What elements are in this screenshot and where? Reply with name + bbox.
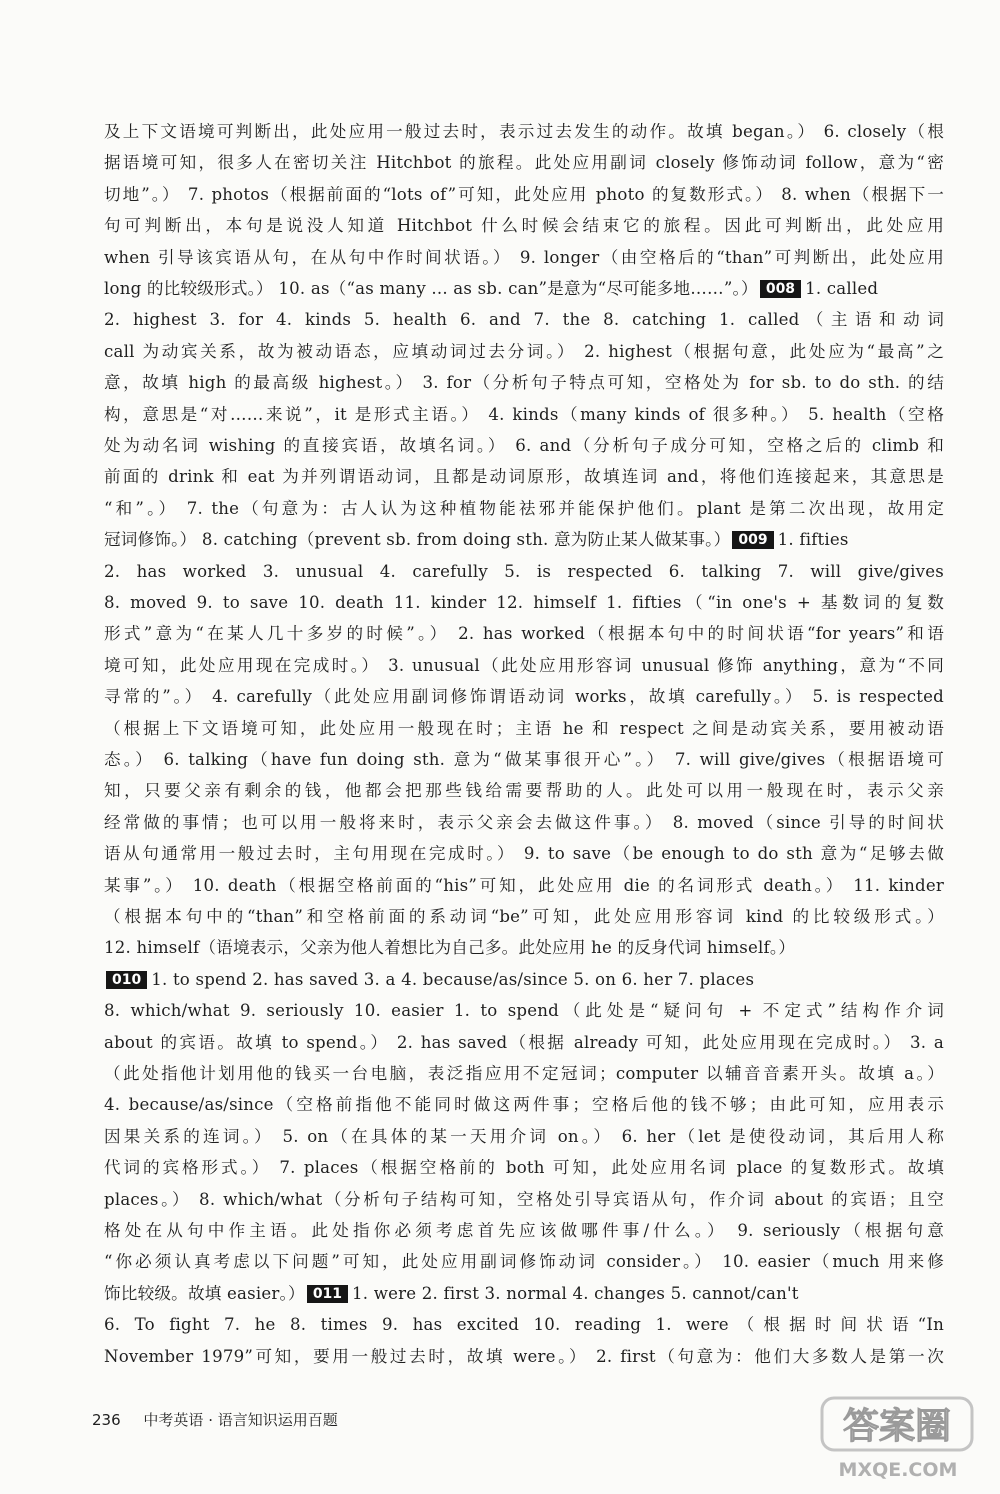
text-line — [104, 367, 944, 398]
line-text: 代词的宾格形式。） 7. places（根据空格前的 both 可知，此处应用名词 place 的复数形式。故填 — [104, 1158, 944, 1178]
text-line — [104, 1246, 944, 1277]
section-number-badge: 011 — [307, 1285, 348, 1303]
page-footer — [92, 1408, 338, 1432]
text-line — [104, 870, 944, 901]
page-number: 236 — [92, 1411, 121, 1429]
text-line — [104, 116, 944, 147]
line-text: 语从句通常用一般过去时，主句用现在完成时。） 9. to save（be enough to do sth 意为“足够去做 — [104, 844, 944, 864]
text-line — [104, 1152, 944, 1183]
text-line — [104, 147, 944, 178]
line-text: 经常做的事情；也可以用一般将来时，表示父亲会去做这件事。） 8. moved（since 引导的时间状 — [104, 812, 944, 832]
text-line — [104, 713, 944, 744]
text-line — [104, 1215, 944, 1246]
line-text: 6. To fight 7. he 8. times 9. has excited 10. reading 1. were（根据时间状语“In — [104, 1315, 944, 1335]
line-text: 知，只要父亲有剩余的钱，他都会把那些钱给需要帮助的人。此处可以用一般现在时，表示父亲 — [104, 781, 944, 801]
book-title: 中考英语 · 语言知识运用百题 — [143, 1411, 338, 1429]
text-line — [104, 650, 944, 681]
text-line — [104, 1309, 944, 1340]
text-line — [104, 901, 944, 932]
line-text: 形式”意为“在某人几十多岁的时候”。） 2. has worked（根据本句中的时间状语“for years”和语 — [104, 624, 944, 644]
line-text: 处为动名词 wishing 的直接宾语，故填名词。） 6. and（分析句子成分可知，空格之后的 climb 和 — [104, 436, 944, 455]
line-text: call 为动宾关系，故为被动语态，应填动词过去分词。） 2. highest（根据句意，此处应为“最高”之 — [104, 341, 944, 361]
text-line — [104, 838, 944, 869]
line-text: 据语境可知，很多人在密切关注 Hitchbot 的旅程。此处应用副词 closely 修饰动词 follow，意为“密 — [104, 153, 944, 173]
text-line — [104, 461, 944, 492]
text-line — [104, 964, 944, 995]
line-text: 饰比较级。故填 easier。） — [104, 1283, 305, 1303]
text-line — [104, 210, 944, 241]
line-text: “你必须认真考虑以下问题”可知，此处应用副词修饰动词 consider。） 10. easier（much 用来修 — [104, 1252, 944, 1272]
text-line — [104, 242, 944, 273]
line-text: 2. has worked 3. unusual 4. carefully 5. is respected 6. talking 7. will give/gives — [104, 561, 944, 581]
text-line — [104, 556, 944, 587]
line-text: 8. which/what 9. seriously 10. easier 1. to spend（此处是“疑问句 + 不定式”结构作介词 — [104, 1001, 944, 1021]
text-line — [104, 1341, 944, 1372]
text-line — [104, 1278, 944, 1309]
line-text: （此处指他计划用他的钱买一台电脑，表泛指应用不定冠词；computer 以辅音音素开头。故填 a。） — [104, 1064, 944, 1083]
text-line — [104, 1089, 944, 1120]
line-text: 构，意思是“对……来说”，it 是形式主语。） 4. kinds（many kinds of 很多种。） 5. health（空格 — [104, 404, 944, 424]
text-line — [104, 995, 944, 1026]
section-number-badge: 010 — [106, 971, 147, 989]
line-text: 境可知，此处应用现在完成时。） 3. unusual（此处应用形容词 unusual 修饰 anything，意为“不同 — [104, 655, 944, 675]
watermark-top-text: 答案圈 — [842, 1406, 952, 1447]
line-text: 因果关系的连词。） 5. on（在具体的某一天用介词 on。） 6. her（let 是使役动词，其后用人称 — [104, 1126, 944, 1146]
text-line — [104, 336, 944, 367]
text-line — [104, 932, 944, 963]
text-line — [104, 775, 944, 806]
line-text: November 1979”可知，要用一般过去时，故填 were。） 2. first（句意为：他们大多数人是第一次 — [104, 1346, 944, 1366]
line-text: 4. because/as/since（空格前指他不能同时做这两件事；空格后他的钱不够；由此可知，应用表示 — [104, 1095, 944, 1115]
text-line — [104, 304, 944, 335]
line-text: about 的宾语。故填 to spend。） 2. has saved（根据 already 可知，此处应用现在完成时。） 3. a — [104, 1032, 944, 1052]
line-text: 1. called — [805, 279, 879, 298]
line-text: “和”。） 7. the（句意为：古人认为这种植物能祛邪并能保护他们。plant 是第二次出现，故用定 — [104, 498, 944, 518]
line-text: 1. were 2. first 3. normal 4. changes 5. cannot/can't — [352, 1283, 799, 1303]
line-text: 态。） 6. talking（have fun doing sth. 意为“做某事很开心”。） 7. will give/gives（根据语境可 — [104, 750, 944, 769]
line-text: （根据上下文语境可知，此处应用一般现在时；主语 he 和 respect 之间是动宾关系，要用被动语 — [104, 718, 944, 738]
text-line — [104, 744, 944, 775]
watermark-logo — [818, 1392, 978, 1484]
line-text: 1. to spend 2. has saved 3. a 4. because/as/since 5. on 6. her 7. places — [151, 969, 755, 989]
line-text: 冠词修饰。） 8. catching（prevent sb. from doing sth. 意为防止某人做某事。） — [104, 530, 731, 550]
line-text: long 的比较级形式。） 10. as（“as many ... as sb. can”是意为“尽可能多地……”。） — [104, 279, 758, 298]
text-line — [104, 807, 944, 838]
text-line — [104, 1184, 944, 1215]
text-line — [104, 430, 944, 461]
text-line — [104, 587, 944, 618]
text-line — [104, 1121, 944, 1152]
line-text: places。） 8. which/what（分析句子结构可知，空格处引导宾语从句，作介词 about 的宾语；且空 — [104, 1189, 944, 1209]
line-text: 意，故填 high 的最高级 highest。） 3. for（分析句子特点可知，空格处为 for sb. to do sth. 的结 — [104, 373, 944, 393]
section-number-badge: 008 — [760, 280, 801, 298]
line-text: 句可判断出，本句是说没人知道 Hitchbot 什么时候会结束它的旅程。因此可判断出，此处应用 — [104, 216, 944, 236]
text-line — [104, 618, 944, 649]
text-line — [104, 399, 944, 430]
text-line — [104, 273, 944, 304]
line-text: 2. highest 3. for 4. kinds 5. health 6. and 7. the 8. catching 1. called（主语和动词 — [104, 310, 944, 330]
line-text: when 引导该宾语从句，在从句中作时间状语。） 9. longer（由空格后的“than”可判断出，此处应用 — [104, 247, 944, 267]
line-text: 8. moved 9. to save 10. death 11. kinder 12. himself 1. fifties（“in one's + 基数词的复数 — [104, 593, 944, 612]
text-line — [104, 493, 944, 524]
text-line — [104, 1058, 944, 1089]
line-text: （根据本句中的“than”和空格前面的系动词“be”可知，此处应用形容词 kind 的比较级形式。） — [104, 907, 944, 926]
line-text: 1. fifties — [777, 530, 849, 550]
line-text: 切地”。） 7. photos（根据前面的“lots of”可知，此处应用 photo 的复数形式。） 8. when（根据下一 — [104, 184, 944, 204]
watermark-bottom-text: MXQE.COM — [838, 1459, 958, 1481]
line-text: 格处在从句中作主语。此处指你必须考虑首先应该做哪件事/什么。） 9. seriously（根据句意 — [104, 1221, 944, 1240]
text-line — [104, 1027, 944, 1058]
line-text: 前面的 drink 和 eat 为并列谓语动词，且都是动词原形，故填连词 and，将他们连接起来，其意思是 — [104, 467, 944, 487]
line-text: 某事”。） 10. death（根据空格前面的“his”可知，此处应用 die 的名词形式 death。） 11. kinder — [104, 875, 944, 895]
line-text: 寻常的”。） 4. carefully（此处应用副词修饰谓语动词 works，故填 carefully。） 5. is respected — [104, 687, 944, 707]
text-line — [104, 179, 944, 210]
text-line — [104, 681, 944, 712]
section-number-badge: 009 — [732, 531, 773, 549]
line-text: 12. himself（语境表示，父亲为他人着想比为自己多。此处应用 he 的反身代词 himself。） — [104, 938, 796, 958]
text-line — [104, 524, 944, 555]
line-text: 及上下文语境可判断出，此处应用一般过去时，表示过去发生的动作。故填 began。） 6. closely（根 — [104, 122, 944, 141]
